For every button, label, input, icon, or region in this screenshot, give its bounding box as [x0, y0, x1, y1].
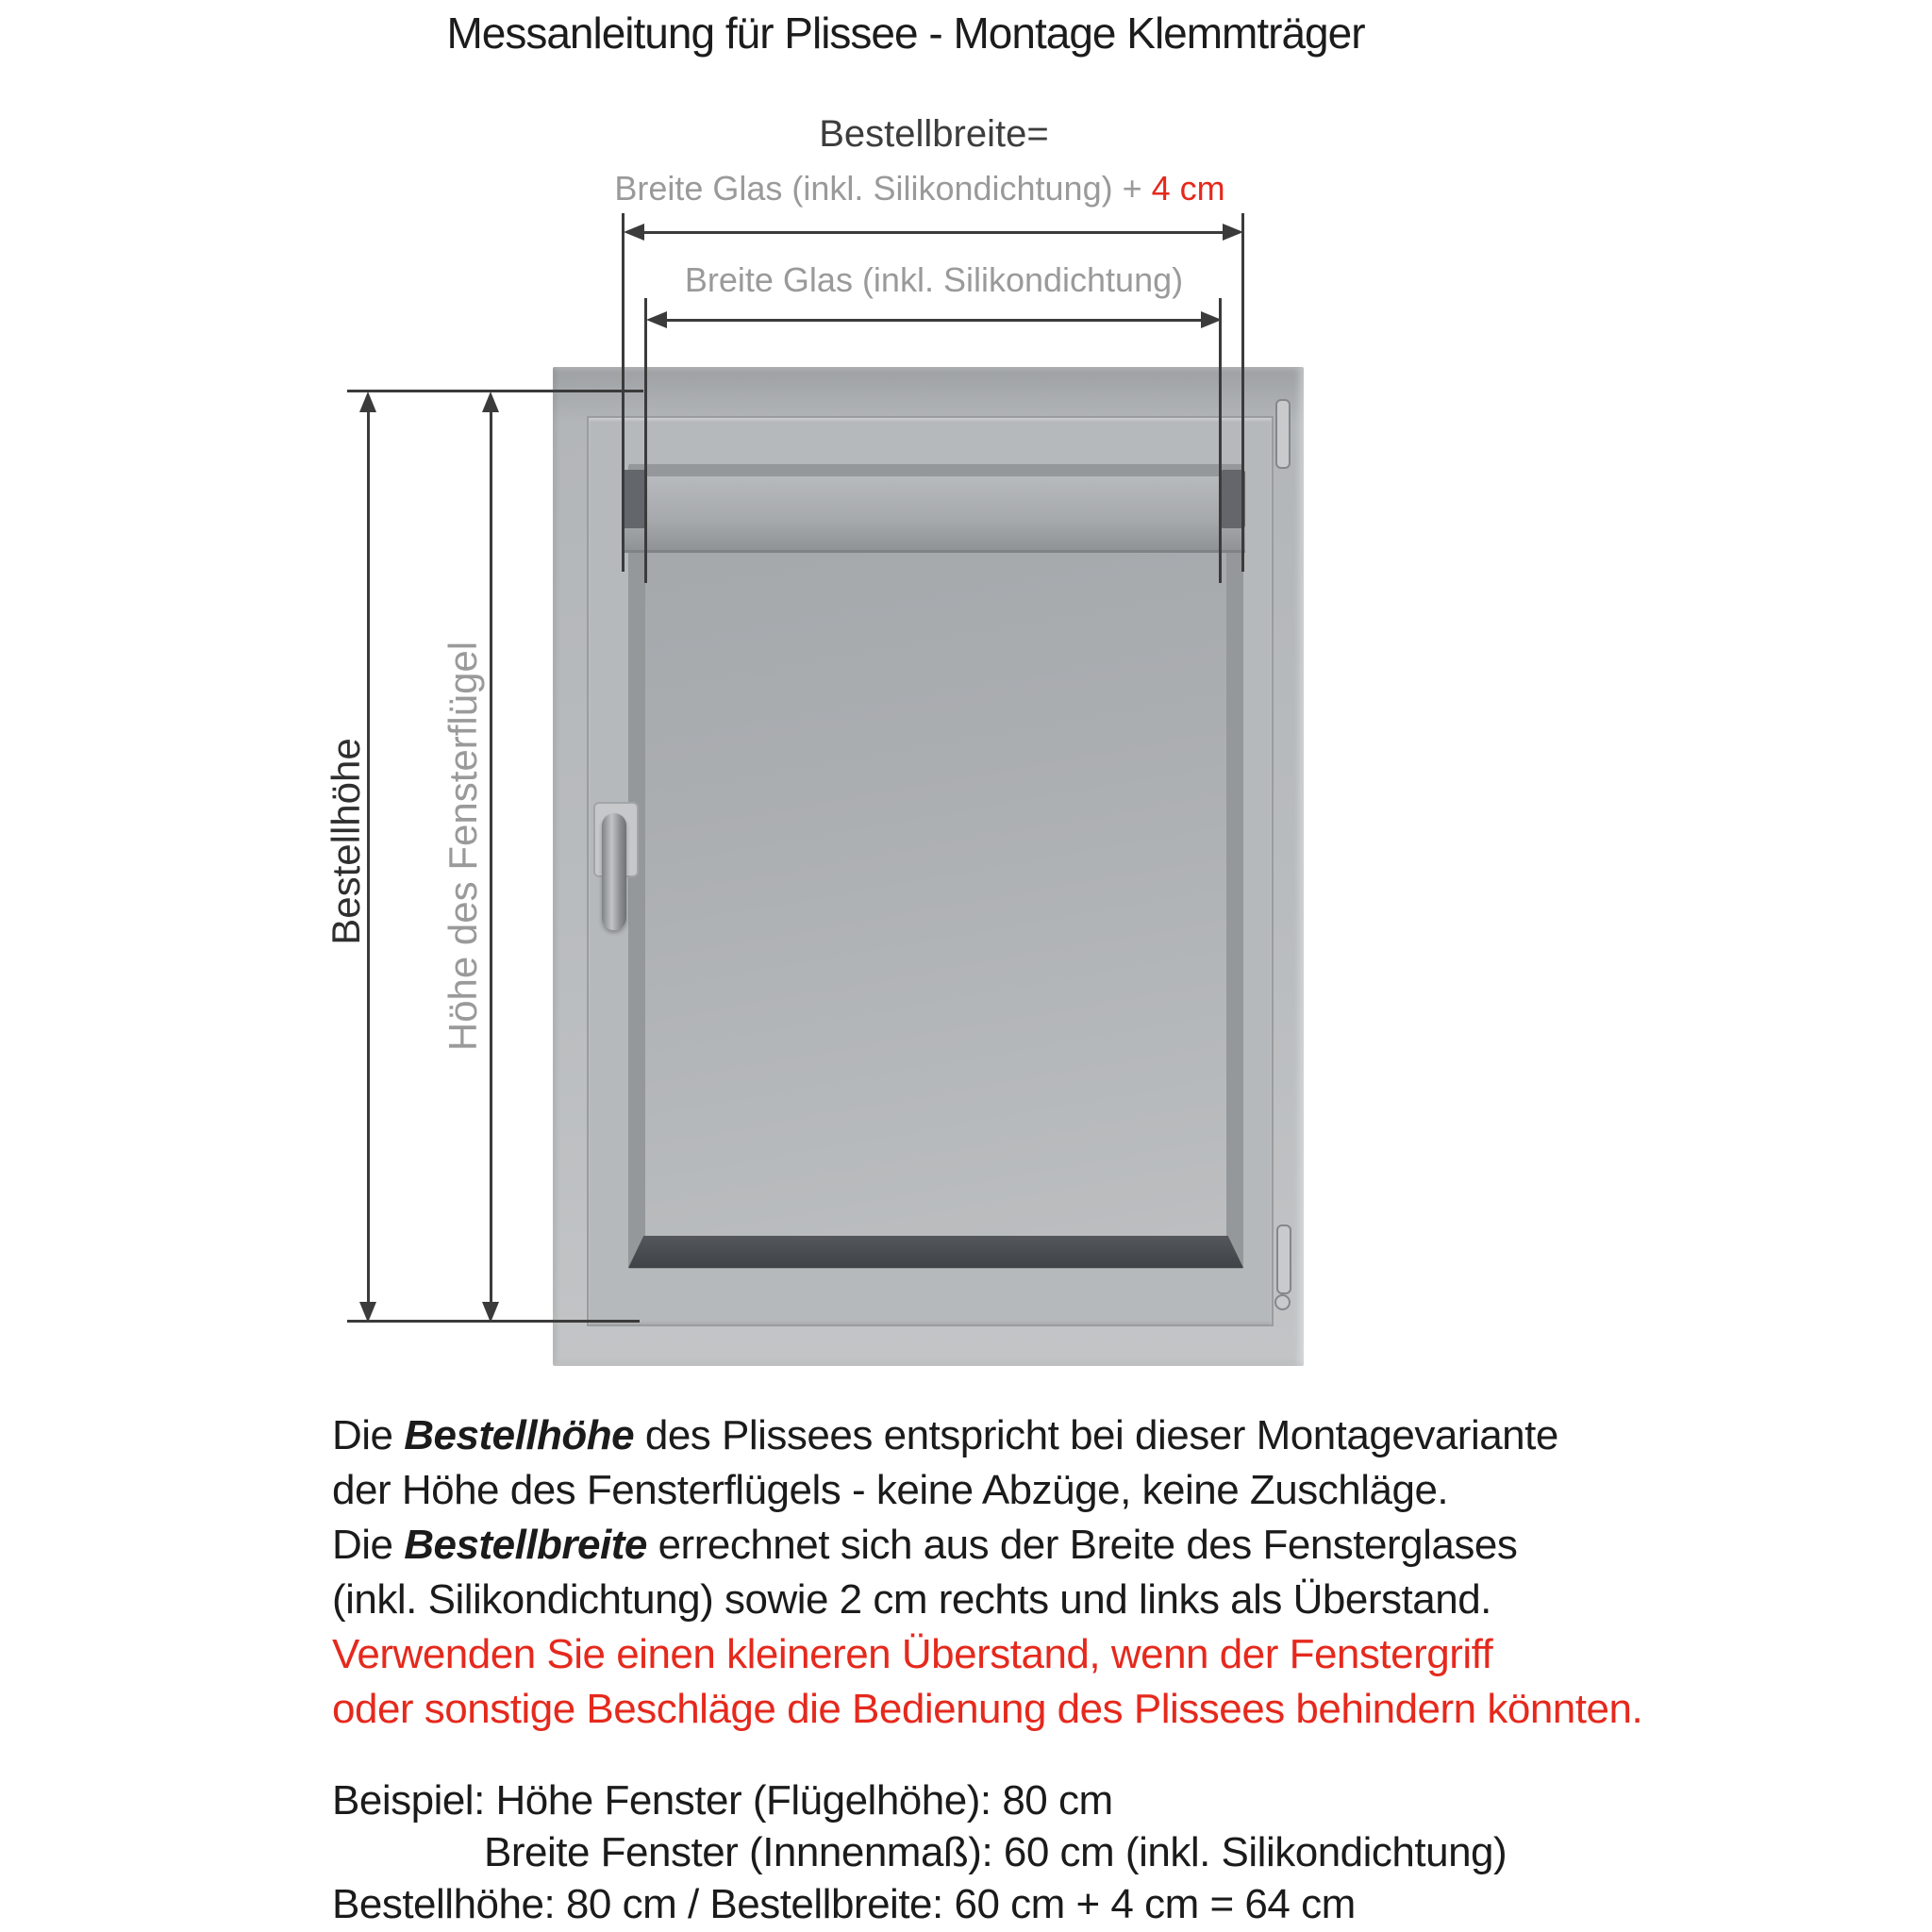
width-dimension-arrow-outer — [624, 224, 1243, 242]
example-block — [332, 1777, 1747, 1932]
order-height-label: Bestellhöhe — [324, 738, 368, 945]
explanation-line-2: der Höhe des Fensterflügels - keine Abzüge, keine Zuschläge. — [332, 1467, 1449, 1513]
example-line-2: Breite Fenster (Innnenmaß): 60 cm (inkl. Silikondichtung) — [484, 1829, 1507, 1875]
glass-width-plus-prefix: Breite Glas (inkl. Silikondichtung) + — [614, 169, 1152, 208]
hinge-pin — [1274, 1294, 1291, 1310]
extension-line-outer-left — [622, 213, 625, 572]
arrow-down-icon — [482, 1302, 499, 1323]
arrow-down-icon — [359, 1302, 376, 1323]
window-glass — [645, 481, 1226, 1236]
width-dimension-arrow-inner — [646, 311, 1222, 330]
warning-line-1: Verwenden Sie einen kleineren Überstand, wenn der Fenstergriff — [332, 1631, 1493, 1677]
window-handle — [602, 813, 626, 930]
page-title: Messanleitung für Plissee - Montage Klemmträger — [446, 8, 1365, 58]
explanation-line-3: Die Bestellbreite errechnet sich aus der Breite des Fensterglases — [332, 1522, 1518, 1568]
glass-width-plus-highlight: 4 cm — [1151, 169, 1225, 208]
keyword-order-width: Bestellbreite — [404, 1522, 647, 1568]
keyword-order-height: Bestellhöhe — [404, 1412, 635, 1458]
arrow-right-icon — [1223, 224, 1243, 241]
glazing-bottom-bead — [628, 1236, 1243, 1268]
plissee-top-rail — [623, 476, 1245, 553]
sash-height-label: Höhe des Fensterflügel — [441, 641, 485, 1052]
extension-line-inner-left — [644, 298, 647, 583]
example-line-1: Beispiel: Höhe Fenster (Flügelhöhe): 80 cm — [332, 1777, 1113, 1824]
hinge-top — [1275, 399, 1291, 469]
example-line-3: Bestellhöhe: 80 cm / Bestellbreite: 60 cm + 4 cm = 64 cm — [332, 1881, 1356, 1927]
explanation-paragraph — [332, 1412, 1700, 1740]
hinge-bottom — [1276, 1224, 1291, 1294]
warning-line-2: oder sonstige Beschläge die Bedienung des Plissees behindern könnten. — [332, 1686, 1643, 1732]
glass-width-plus-label — [472, 169, 1368, 208]
explanation-line-4: (inkl. Silikondichtung) sowie 2 cm rechts und links als Überstand. — [332, 1576, 1491, 1623]
extension-line-inner-right — [1219, 298, 1222, 583]
extension-line-outer-right — [1241, 213, 1244, 572]
explanation-line-1: Die Bestellhöhe des Plissees entspricht bei dieser Montagevariante — [332, 1412, 1558, 1458]
glass-width-label: Breite Glas (inkl. Silikondichtung) — [684, 260, 1184, 299]
order-width-label: Bestellbreite= — [819, 113, 1049, 155]
